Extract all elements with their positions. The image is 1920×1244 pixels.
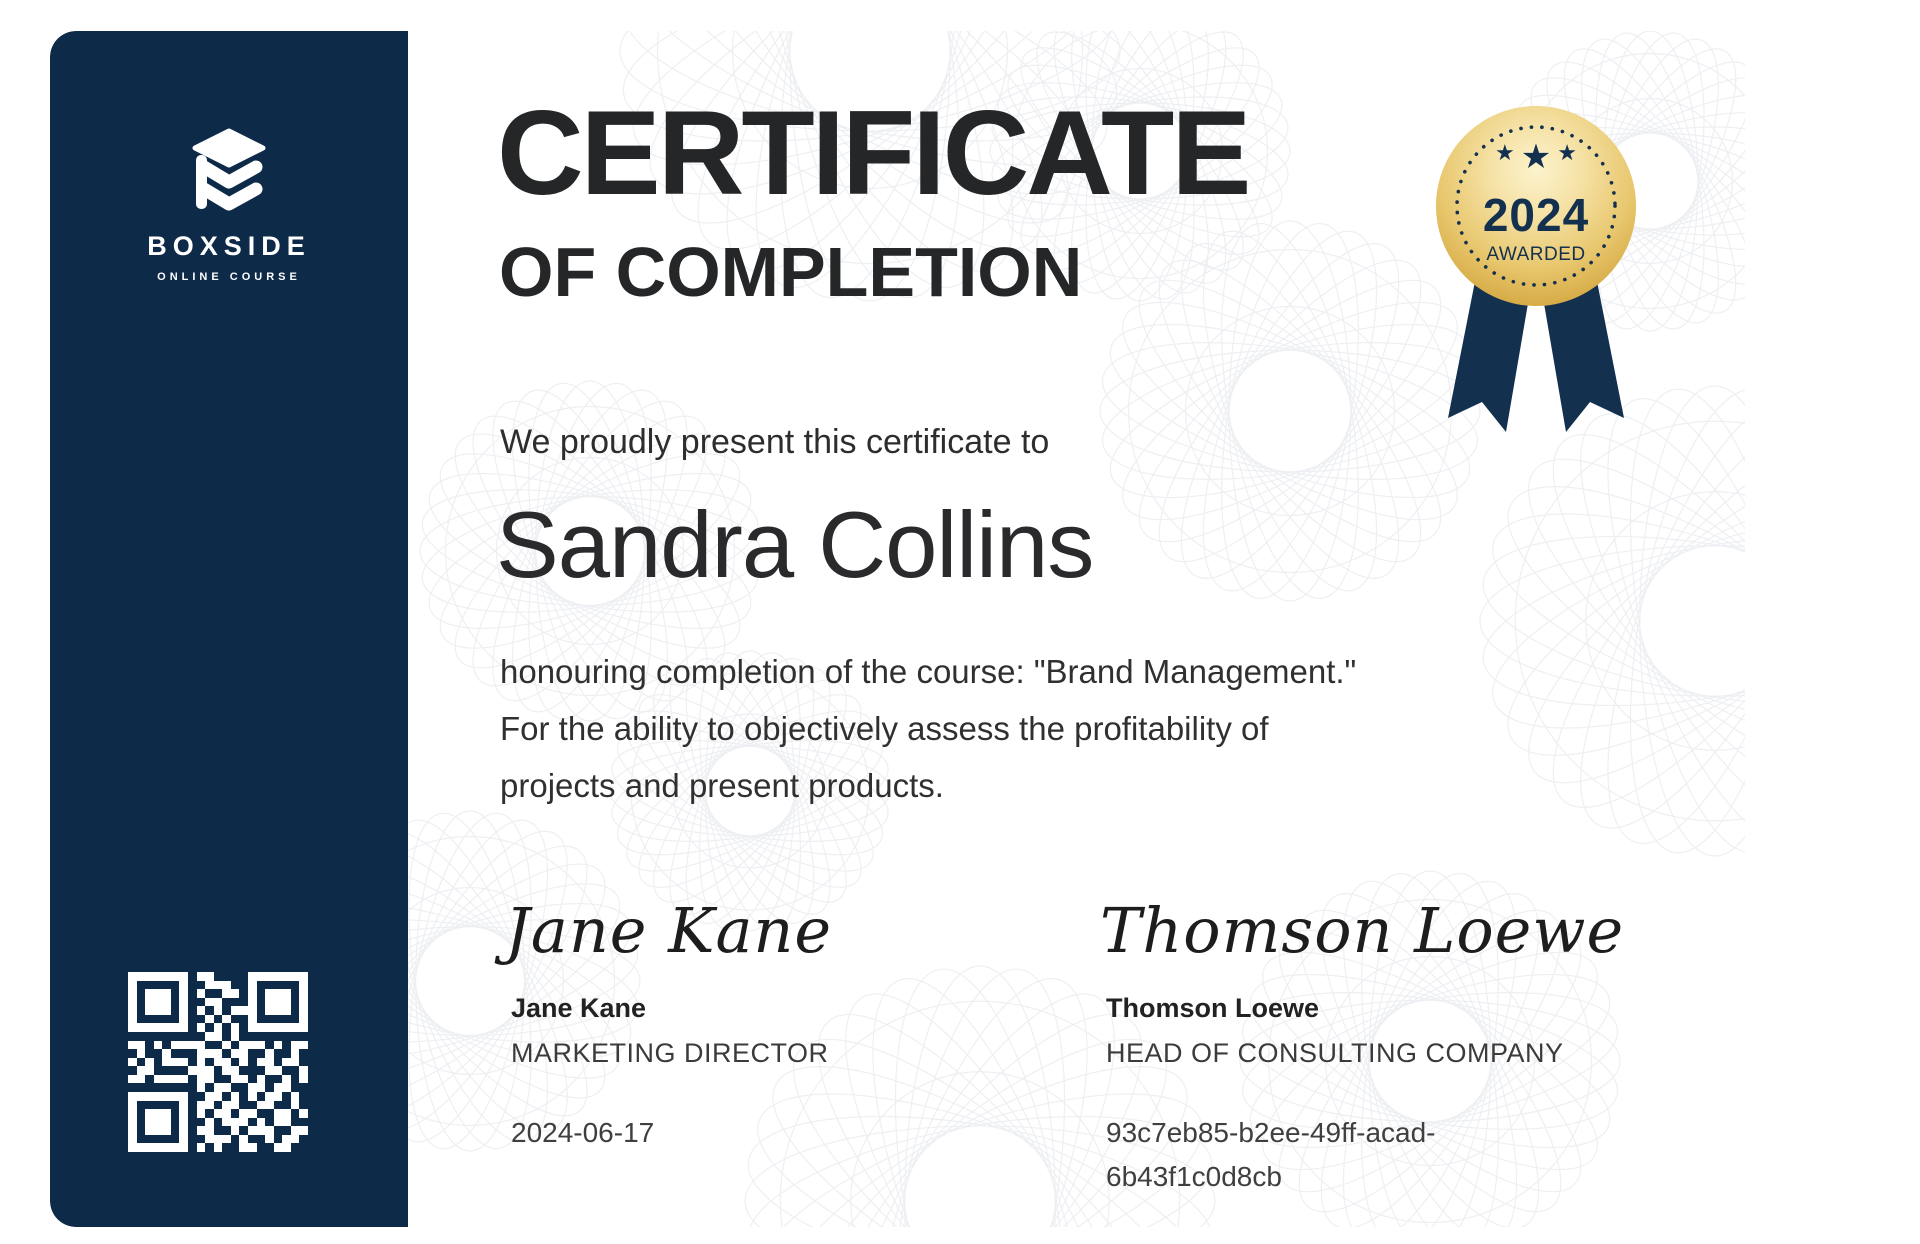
signature-script: Thomson Loewe (1100, 893, 1625, 967)
description-line: honouring completion of the course: "Brand Management." (500, 653, 1357, 690)
description-line: projects and present products. (500, 767, 944, 804)
signature-script: Jane Kane (505, 893, 833, 967)
signatory-name: Jane Kane (511, 993, 647, 1023)
brand-name: BOXSIDE (147, 231, 311, 261)
qr-code (128, 972, 308, 1152)
certificate-subtitle: OF COMPLETION (499, 233, 1083, 311)
award-badge (1436, 106, 1636, 466)
signatory-role: HEAD OF CONSULTING COMPANY (1106, 1038, 1564, 1068)
badge-awarded-label: AWARDED (1486, 244, 1586, 265)
signatory-role: MARKETING DIRECTOR (511, 1038, 829, 1068)
signatory-name: Thomson Loewe (1106, 993, 1320, 1023)
boxside-logo (50, 127, 408, 283)
badge-medal (1436, 106, 1636, 306)
certificate-id: 93c7eb85-b2ee-49ff-acad-6b43f1c0d8cb (1106, 1117, 1436, 1192)
issue-date: 2024-06-17 (511, 1117, 655, 1148)
signature-block-right (1100, 871, 1625, 1199)
course-description (500, 643, 1356, 814)
sidebar (50, 31, 408, 1227)
stacked-layers-cube-icon (189, 127, 269, 217)
star-icon (1521, 140, 1551, 174)
brand-tagline: ONLINE COURSE (157, 271, 301, 283)
badge-year: 2024 (1482, 189, 1590, 241)
certificate-card (50, 31, 1745, 1227)
star-icon (1495, 142, 1515, 164)
certificate-title: CERTIFICATE (497, 86, 1249, 220)
intro-text: We proudly present this certificate to (500, 423, 1050, 461)
signature-block-left (505, 871, 985, 1155)
star-icon (1557, 142, 1577, 164)
description-line: For the ability to objectively assess the profitability of (500, 710, 1269, 747)
recipient-name: Sandra Collins (496, 492, 1094, 597)
badge-stars (1436, 140, 1636, 180)
